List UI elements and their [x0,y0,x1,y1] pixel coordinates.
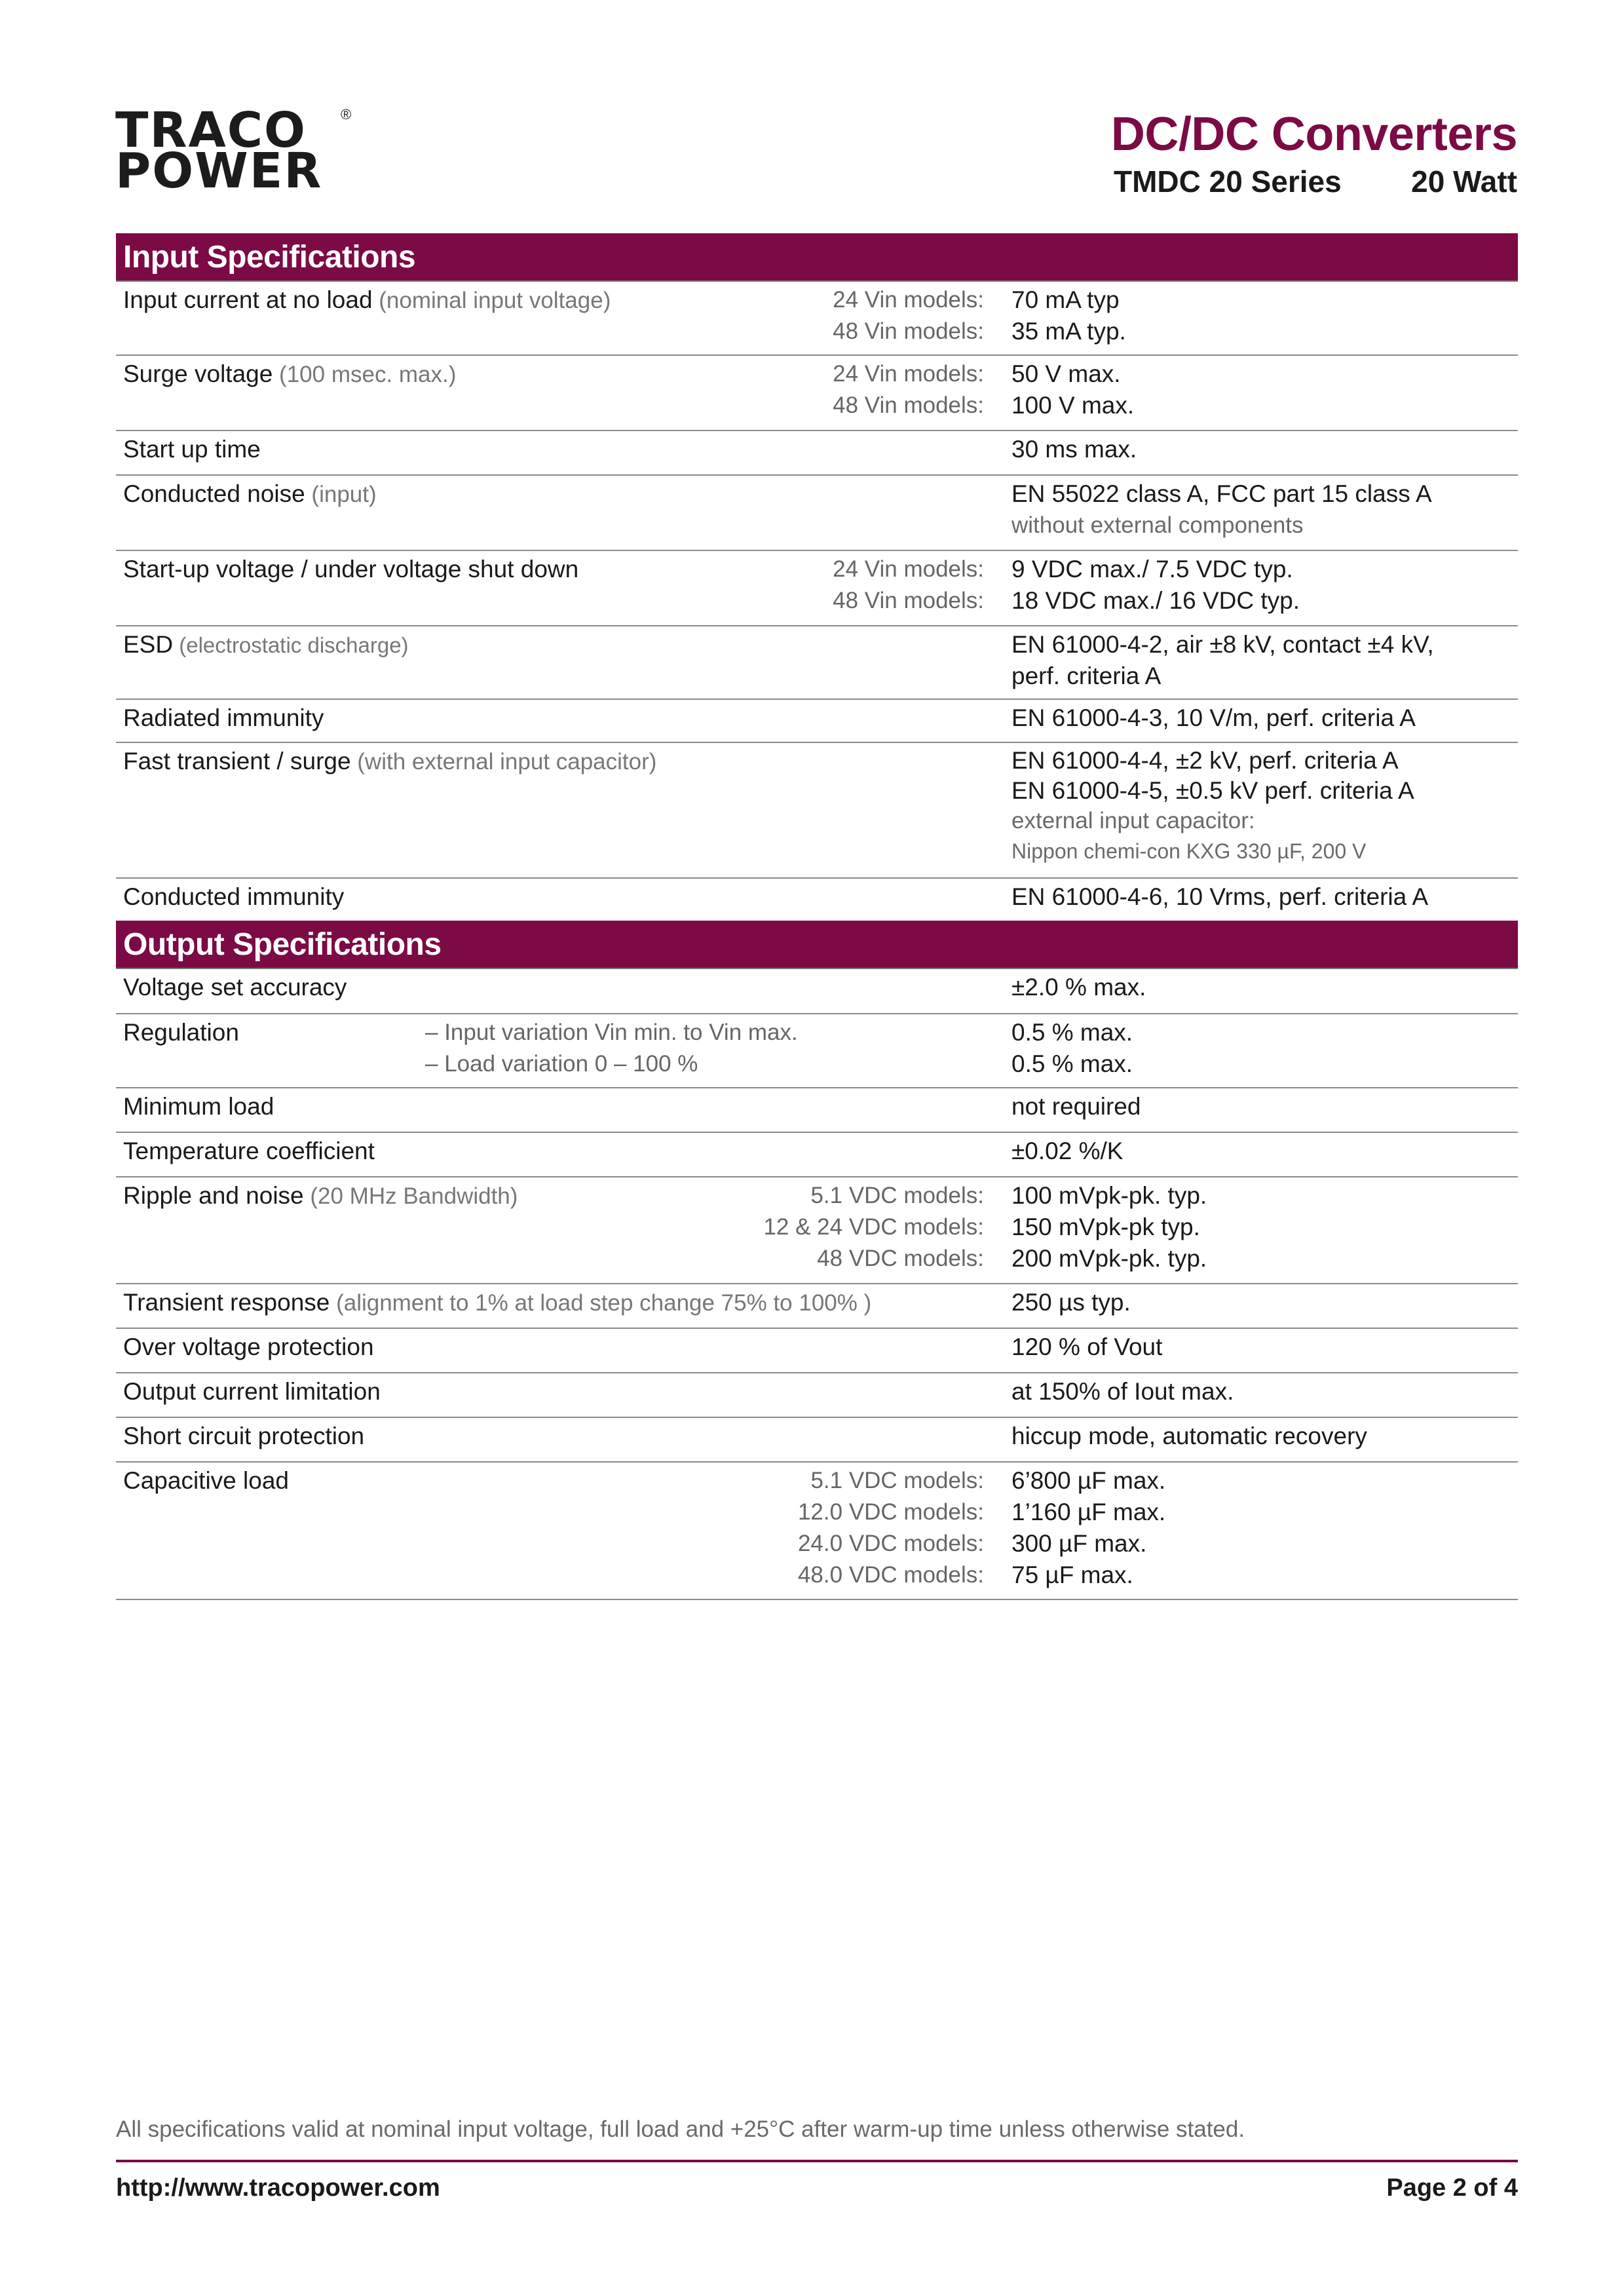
page-number: Page 2 of 4 [1386,2174,1518,2202]
input-spec-heading: Input Specifications [116,233,1518,282]
spec-label: Over voltage protection [123,1333,374,1360]
spec-label: Capacitive load [123,1467,289,1494]
spec-values: 250 µs typ. [1011,1289,1131,1316]
spec-values: hiccup mode, automatic recovery [1011,1423,1367,1449]
spec-row [116,431,1518,476]
spec-values: EN 61000-4-6, 10 Vrms, perf. criteria A [1011,883,1429,910]
spec-values: 0.5 % max. 0.5 % max. [1011,1019,1133,1077]
spec-row [116,743,1518,879]
spec-row [116,1014,1518,1088]
spec-values: ±0.02 %/K [1011,1138,1124,1164]
spec-values: 50 V max. 100 V max. [1011,360,1135,419]
spec-row [116,356,1518,431]
spec-row [116,551,1518,626]
spec-label: Output current limitation [123,1378,381,1405]
registered-mark: ® [341,106,352,123]
spec-label: Start up time [123,436,261,463]
spec-row [116,700,1518,743]
footer-divider [116,2160,1518,2162]
spec-row [116,1463,1518,1600]
spec-label: Input current at no load (nominal input voltage) [123,286,611,313]
spec-values: EN 61000-4-4, ±2 kV, perf. criteria A EN 61000-4-5, ±0.5 kV perf. criteria A external input capacitor: Nippon chemi-con KXG 330 µF, 200 V [1011,747,1414,863]
website-link[interactable]: http://www.tracopower.com [116,2174,440,2202]
spec-conditions: 24 Vin models: 48 Vin models: [833,556,984,613]
spec-row [116,1418,1518,1463]
spec-values: 9 VDC max./ 7.5 VDC typ. 18 VDC max./ 16 VDC typ. [1011,556,1300,614]
spec-row [116,626,1518,700]
spec-conditions: 24 Vin models: 48 Vin models: [833,361,984,418]
spec-row [116,1373,1518,1418]
spec-label: Short circuit protection [123,1423,365,1449]
spec-values: 70 mA typ 35 mA typ. [1011,286,1126,345]
spec-middle: – Input variation Vin min. to Vin max. – Load variation 0 – 100 % [425,1020,798,1077]
spec-values: 100 mVpk-pk. typ. 150 mVpk-pk typ. 200 mVpk-pk. typ. [1011,1182,1207,1272]
spec-values: EN 61000-4-3, 10 V/m, perf. criteria A [1011,704,1416,731]
spec-values: 30 ms max. [1011,436,1137,463]
spec-table [116,233,1518,1600]
series-name: TMDC 20 Series [1114,164,1342,199]
spec-row [116,476,1518,551]
spec-label: Fast transient / surge (with external input capacitor) [123,748,657,775]
spec-values: not required [1011,1093,1141,1120]
spec-row [116,879,1518,921]
spec-label: Transient response (alignment to 1% at load step change 75% to 100% ) [123,1289,872,1316]
spec-label: Start-up voltage / under voltage shut down [123,556,579,583]
spec-label: Regulation [123,1019,239,1046]
spec-row [116,1329,1518,1373]
wattage: 20 Watt [1411,164,1517,199]
logo-line-1: TRACO [115,102,307,159]
spec-label: Minimum load [123,1093,274,1120]
spec-values: EN 55022 class A, FCC part 15 class A without external components [1011,480,1432,538]
logo-line-2: POWER [115,143,323,199]
spec-values: 120 % of Vout [1011,1333,1163,1360]
spec-values: ±2.0 % max. [1011,974,1146,1001]
footer-note: All specifications valid at nominal input voltage, full load and +25°C after warm-up time unless otherwise stated. [116,2116,1245,2142]
output-spec-heading: Output Specifications [116,921,1518,969]
spec-label: Surge voltage (100 msec. max.) [123,360,457,387]
spec-label: ESD (electrostatic discharge) [123,631,409,658]
spec-label: Conducted immunity [123,883,345,910]
spec-conditions: 5.1 VDC models: 12.0 VDC models: 24.0 VDC models: 48.0 VDC models: [797,1468,984,1588]
page-title: DC/DC Converters [1110,108,1517,161]
spec-conditions: 24 Vin models: 48 Vin models: [833,287,984,344]
spec-values: at 150% of Iout max. [1011,1378,1234,1405]
spec-label: Temperature coefficient [123,1138,375,1164]
spec-values: EN 61000-4-2, air ±8 kV, contact ±4 kV, perf. criteria A [1011,631,1434,689]
spec-values: 6’800 µF max. 1’160 µF max. 300 µF max. 75 µF max. [1011,1467,1166,1588]
spec-label: Conducted noise (input) [123,480,377,507]
spec-label: Ripple and noise (20 MHz Bandwidth) [123,1182,518,1209]
spec-label: Voltage set accuracy [123,974,347,1001]
spec-row [116,1133,1518,1177]
spec-row [116,282,1518,356]
spec-row [116,1088,1518,1133]
spec-label: Radiated immunity [123,704,324,731]
spec-row [116,969,1518,1014]
spec-row [116,1177,1518,1284]
spec-row [116,1284,1518,1329]
spec-conditions: 5.1 VDC models: 12 & 24 VDC models: 48 VDC models: [763,1183,984,1271]
traco-power-logo [115,102,377,199]
